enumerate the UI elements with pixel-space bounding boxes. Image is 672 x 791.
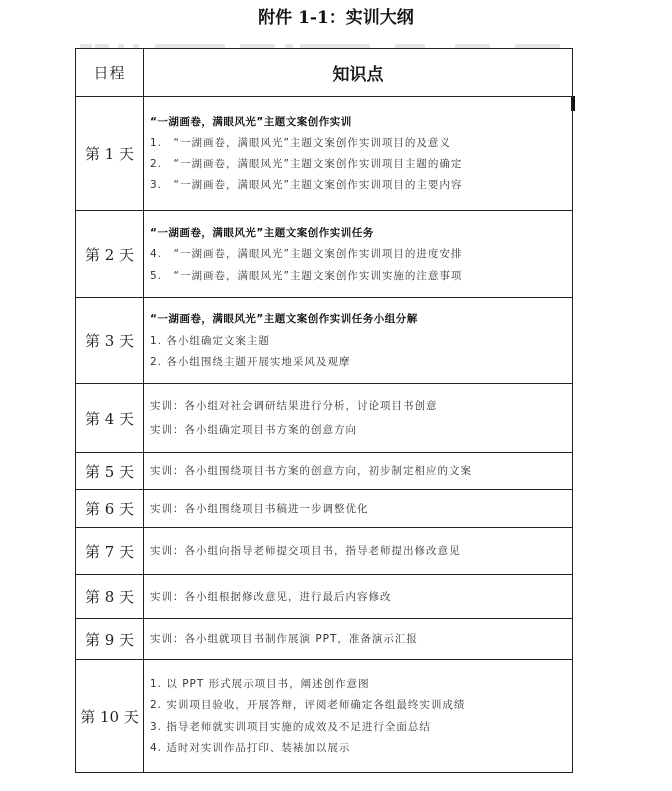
table-row xyxy=(76,453,573,490)
knowledge-item: 2. 实训项目验收，开展答辩，评阅老师确定各组最终实训成绩 xyxy=(150,699,466,712)
knowledge-item: 实训：各小组确定项目书方案的创意方向 xyxy=(150,424,357,437)
knowledge-cell xyxy=(144,298,573,384)
day-cell: 第 3 天 xyxy=(76,298,144,384)
day-cell: 第 9 天 xyxy=(76,619,144,660)
table-row xyxy=(76,97,573,211)
day-cell: 第 8 天 xyxy=(76,575,144,619)
knowledge-item: 4. “一湖画卷，满眼风光”主题文案创作实训项目的进度安排 xyxy=(150,248,463,260)
section-heading: “一湖画卷，满眼风光”主题文案创作实训 xyxy=(150,115,352,128)
document-title: 附件 1-1：实训大纲 xyxy=(258,8,414,28)
knowledge-item: 1. “一湖画卷，满眼风光”主题文案创作实训项目的及意义 xyxy=(150,136,451,149)
table-row xyxy=(76,211,573,298)
knowledge-item: 3. “一湖画卷，满眼风光”主题文案创作实训项目的主要内容 xyxy=(150,179,463,192)
table-row xyxy=(76,384,573,453)
section-heading: “一湖画卷，满眼风光”主题文案创作实训任务 xyxy=(150,226,374,239)
day-cell: 第 5 天 xyxy=(76,453,144,490)
knowledge-item: 2. “一湖画卷，满眼风光”主题文案创作实训项目主题的确定 xyxy=(150,158,463,171)
section-heading: “一湖画卷，满眼风光”主题文案创作实训任务小组分解 xyxy=(150,313,418,326)
knowledge-item: 1. 以 PPT 形式展示项目书，阐述创作意图 xyxy=(150,678,370,691)
day-cell: 第 10 天 xyxy=(76,660,144,773)
day-cell: 第 1 天 xyxy=(76,97,144,211)
knowledge-item: 1. 各小组确定文案主题 xyxy=(150,334,270,347)
day-cell: 第 4 天 xyxy=(76,384,144,453)
table-row xyxy=(76,528,573,575)
day-cell: 第 6 天 xyxy=(76,490,144,528)
knowledge-item: 5. “一湖画卷，满眼风光”主题文案创作实训实施的注意事项 xyxy=(150,269,463,282)
table-row xyxy=(76,619,573,660)
header-knowledge: 知识点 xyxy=(144,49,573,97)
knowledge-cell xyxy=(144,490,573,528)
knowledge-item: 2. 各小组围绕主题开展实地采风及观摩 xyxy=(150,355,351,368)
day-cell: 第 2 天 xyxy=(76,211,144,298)
syllabus-table xyxy=(75,48,573,773)
knowledge-item: 3. 指导老师就实训项目实施的成效及不足进行全面总结 xyxy=(150,720,431,733)
knowledge-cell xyxy=(144,384,573,453)
knowledge-item: 实训：各小组对社会调研结果进行分析，讨论项目书创意 xyxy=(150,399,438,412)
knowledge-item: 实训：各小组根据修改意见，进行最后内容修改 xyxy=(150,590,392,603)
knowledge-item: 实训：各小组围绕项目书方案的创意方向，初步制定相应的文案 xyxy=(150,465,472,477)
table-header-row xyxy=(76,49,573,97)
knowledge-item: 实训：各小组围绕项目书稿进一步调整优化 xyxy=(150,502,369,515)
knowledge-cell xyxy=(144,211,573,298)
knowledge-cell xyxy=(144,575,573,619)
table-row xyxy=(76,660,573,773)
table-row xyxy=(76,490,573,528)
day-cell: 第 7 天 xyxy=(76,528,144,575)
table-row xyxy=(76,298,573,384)
table-row xyxy=(76,575,573,619)
knowledge-cell xyxy=(144,619,573,660)
knowledge-item: 实训：各小组向指导老师提交项目书，指导老师提出修改意见 xyxy=(150,545,461,557)
knowledge-cell xyxy=(144,97,573,211)
knowledge-item: 4. 适时对实训作品打印、装裱加以展示 xyxy=(150,741,351,754)
knowledge-cell xyxy=(144,660,573,773)
knowledge-cell xyxy=(144,528,573,575)
knowledge-item: 实训：各小组就项目书制作展演 PPT，准备演示汇报 xyxy=(150,633,418,645)
knowledge-cell xyxy=(144,453,573,490)
header-day: 日程 xyxy=(76,49,144,97)
